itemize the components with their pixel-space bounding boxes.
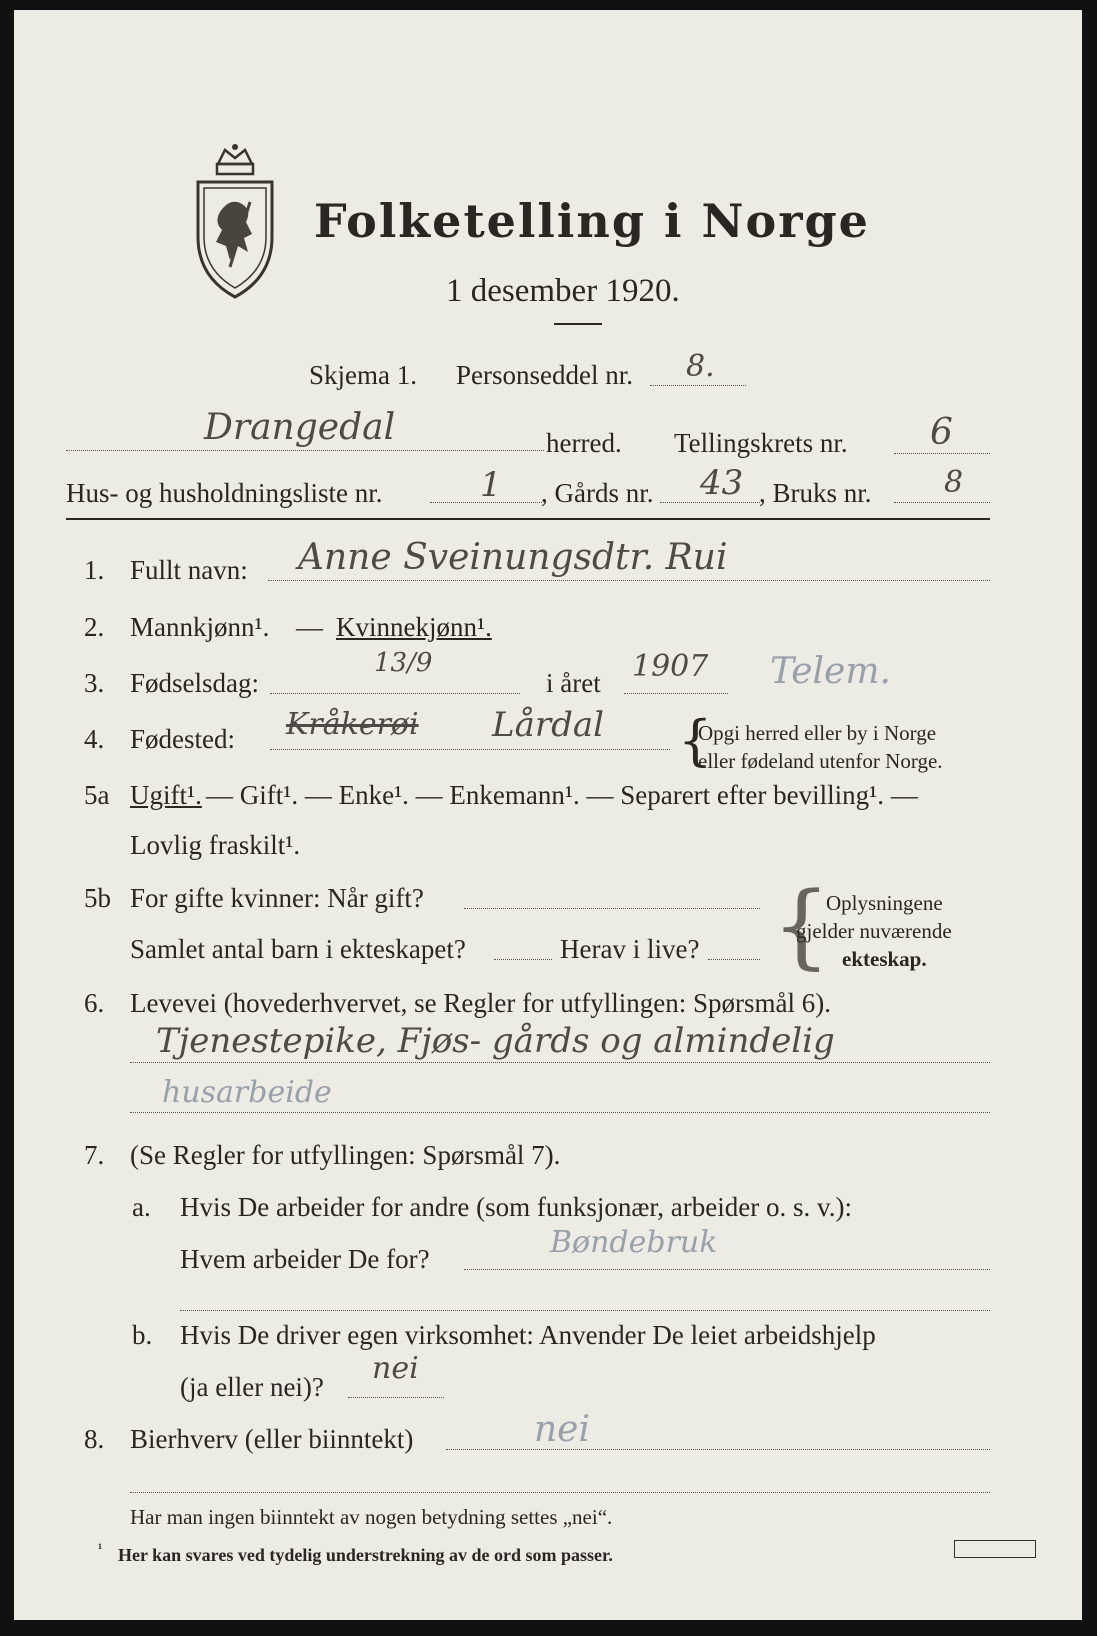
q3-number: 3. — [84, 668, 105, 698]
q1-number: 1. — [84, 555, 105, 585]
q7a-answer-line — [464, 1269, 990, 1270]
printer-stamp — [954, 1540, 1036, 1558]
q4-line — [270, 749, 670, 750]
q8-note: Har man ingen biinntekt av nogen betydning settes „nei“. — [130, 1505, 613, 1529]
q6-value-2: husarbeide — [162, 1075, 332, 1110]
q7b-line-1: Hvis De driver egen virksomhet: Anvender De leiet arbeidshjelp — [180, 1320, 876, 1350]
q5b-label-2: Samlet antal barn i ekteskapet? — [130, 934, 466, 964]
q5b-side-2: gjelder nuværende — [796, 919, 952, 943]
herred-value: Drangedal — [204, 407, 396, 448]
q5b-line-2 — [494, 959, 552, 960]
q7b-value: nei — [372, 1351, 419, 1386]
q5b-side-3: ekteskap. — [842, 947, 927, 971]
footnote-text: Her kan svares ved tydelig understrekning av de ord som passer. — [118, 1545, 613, 1565]
q1-label: Fullt navn: — [130, 555, 248, 585]
q4-label: Fødested: — [130, 724, 235, 754]
personseddel-value: 8. — [686, 349, 715, 384]
q7b-answer-line — [348, 1397, 444, 1398]
q6-label: Levevei (hovederhvervet, se Regler for utfyllingen: Spørsmål 6). — [130, 988, 832, 1018]
q5a-line-2: Lovlig fraskilt¹. — [130, 830, 301, 860]
husliste-value: 1 — [480, 465, 502, 505]
q7a-value: Bøndebruk — [550, 1225, 718, 1260]
schema-label: Skjema 1. — [309, 360, 417, 390]
header-rule — [66, 518, 990, 520]
herred-line — [66, 450, 544, 451]
q4-hint-1: Opgi herred eller by i Norge — [698, 721, 937, 745]
bruks-label: , Bruks nr. — [759, 478, 872, 508]
q5a-options: — Gift¹. — Enke¹. — Enkemann¹. — Separert efter bevilling¹. — — [206, 780, 918, 810]
personseddel-label: Personseddel nr. — [456, 360, 633, 390]
q5b-line-1 — [464, 908, 760, 909]
q3-extra-value: Telem. — [770, 651, 891, 692]
q6-value-1: Tjenestepike, Fjøs- gårds og almindelig — [156, 1021, 835, 1061]
q3-label: Fødselsdag: — [130, 668, 260, 698]
q8-value: nei — [534, 1409, 591, 1450]
tellingskrets-line — [894, 453, 990, 454]
form-date: 1 desember 1920. — [446, 273, 680, 309]
q6-line-1 — [130, 1062, 990, 1063]
q2-mann: Mannkjønn¹. — [130, 612, 270, 642]
q8-label: Bierhverv (eller biinntekt) — [130, 1424, 414, 1454]
husliste-label: Hus- og husholdningsliste nr. — [66, 478, 383, 508]
bruks-line — [894, 502, 990, 503]
q5a-ugift: Ugift¹. — [130, 780, 202, 810]
q7b-letter: b. — [132, 1320, 153, 1350]
q5b-side-1: Oplysningene — [826, 891, 943, 915]
q3-day-value: 13/9 — [374, 648, 433, 678]
tellingskrets-value: 6 — [930, 412, 953, 453]
q2-number: 2. — [84, 612, 105, 642]
q4-hint-2: eller fødeland utenfor Norge. — [698, 749, 943, 773]
q2-kvinne: Kvinnekjønn¹. — [336, 612, 492, 642]
gards-value: 43 — [700, 463, 744, 503]
q3-year-line — [624, 693, 728, 694]
q4-struck-value: Kråkerøi — [286, 707, 419, 742]
q7a-line-2: Hvem arbeider De for? — [180, 1244, 430, 1274]
q6-line-2 — [130, 1112, 990, 1113]
q8-number: 8. — [84, 1424, 105, 1454]
q4-brace: { — [678, 709, 713, 772]
q4-value: Lårdal — [492, 705, 605, 745]
q7-label: (Se Regler for utfyllingen: Spørsmål 7). — [130, 1140, 561, 1170]
q2-dash: — — [296, 612, 323, 642]
q5b-label-3: Herav i live? — [560, 934, 700, 964]
q5b-brace: { — [772, 872, 831, 979]
q5a-number: 5a — [84, 780, 110, 810]
q3-day-line — [270, 693, 520, 694]
q4-number: 4. — [84, 724, 105, 754]
q7a-extra-line — [180, 1310, 990, 1311]
q5b-number: 5b — [84, 883, 111, 913]
q7a-letter: a. — [132, 1192, 151, 1222]
q8-line-1 — [446, 1449, 990, 1450]
q7b-line-2: (ja eller nei)? — [180, 1372, 324, 1402]
q3-year-label: i året — [546, 668, 601, 698]
q3-year-value: 1907 — [632, 649, 709, 684]
q8-line-2 — [130, 1492, 990, 1493]
q1-line — [268, 580, 990, 581]
q6-number: 6. — [84, 988, 105, 1018]
coat-of-arms-icon — [190, 142, 280, 302]
form-title: Folketelling i Norge — [314, 194, 870, 248]
title-divider — [554, 323, 602, 325]
q5b-label-1: For gifte kvinner: Når gift? — [130, 883, 424, 913]
personseddel-line — [650, 385, 746, 386]
footnote-mark: ¹ — [98, 1542, 103, 1557]
q1-value: Anne Sveinungsdtr. Rui — [298, 537, 728, 578]
q7a-line-1: Hvis De arbeider for andre (som funksjonær, arbeider o. s. v.): — [180, 1192, 852, 1222]
herred-label: herred. — [546, 428, 622, 458]
q5b-line-3 — [708, 959, 760, 960]
bruks-value: 8 — [944, 465, 964, 500]
gards-label: , Gårds nr. — [541, 478, 654, 508]
census-form-paper — [14, 10, 1082, 1620]
tellingskrets-label: Tellingskrets nr. — [674, 428, 848, 458]
q7-number: 7. — [84, 1140, 105, 1170]
